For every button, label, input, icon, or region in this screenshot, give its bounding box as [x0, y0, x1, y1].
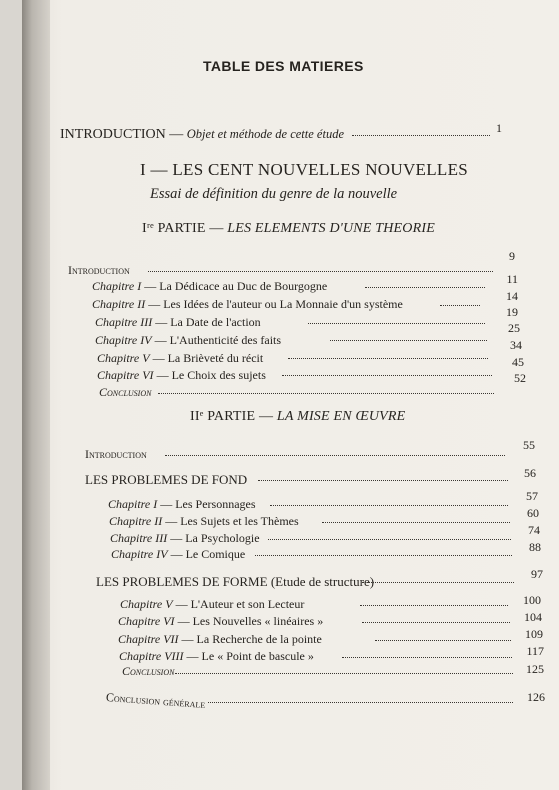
chapter-number: Chapitre VIII — [119, 649, 184, 663]
chapter-number: Chapitre VI — [97, 368, 154, 382]
dot-leader — [158, 393, 494, 394]
dot-leader — [365, 287, 485, 288]
p1-chapter-2 — [92, 297, 403, 312]
part2-forme — [96, 574, 374, 590]
page-title: TABLE DES MATIERES — [203, 58, 364, 74]
chapter-title: — Les Personnages — [157, 497, 256, 511]
p2-fond-chapter-1 — [108, 497, 256, 512]
introduction-subtitle: Objet et méthode de cette étude — [186, 127, 344, 141]
p2-forme-chapter-2-page: 104 — [524, 610, 542, 624]
introduction-sep: — — [165, 127, 187, 142]
dot-leader — [255, 555, 512, 556]
part1-heading-title: LES ELEMENTS D'UNE THEORIE — [227, 221, 435, 236]
dot-leader — [362, 582, 514, 583]
chapter-number: Chapitre IV — [111, 547, 168, 561]
part2-fond-label: LES PROBLEMES DE FOND — [85, 472, 248, 487]
p2-conclusion-page: 125 — [526, 662, 544, 676]
p1-chapter-2-page: 14 — [506, 289, 518, 303]
p2-forme-chapter-2 — [118, 614, 323, 629]
part2-fond-page: 56 — [524, 466, 536, 480]
part1-intro-page: 9 — [509, 249, 515, 263]
p1-conclusion-page: 52 — [514, 371, 526, 385]
p2-fond-chapter-1-page: 57 — [526, 489, 538, 503]
part2-heading — [190, 409, 405, 425]
chapter-title: — Le Comique — [167, 547, 246, 561]
chapter-title: — La Date de l'action — [152, 315, 261, 329]
p1-chapter-4 — [95, 333, 281, 348]
dot-leader — [258, 480, 508, 481]
chapter-number: Chapitre V — [120, 597, 173, 611]
chapter-title: — L'Authenticité des faits — [151, 333, 282, 347]
chapter-number: Chapitre III — [95, 315, 153, 329]
part2-heading-prefix: IIᵉ PARTIE — — [190, 409, 277, 424]
p1-chapter-4-page: 25 — [508, 321, 520, 335]
p2-forme-chapter-3-page: 109 — [525, 627, 543, 641]
chapter-title: — Les Sujets et les Thèmes — [162, 514, 299, 528]
book-spine-shadow — [22, 0, 50, 790]
chapter-title: — La Dédicace au Duc de Bourgogne — [141, 279, 328, 293]
chapter-number: Chapitre II — [92, 297, 146, 311]
part2-intro-label: Introduction — [85, 447, 147, 461]
dot-leader — [375, 640, 511, 641]
conclusion-generale-page: 126 — [527, 690, 545, 704]
dot-leader — [440, 305, 480, 306]
p2-forme-chapter-1-page: 100 — [523, 593, 541, 607]
p2-conclusion-label: Conclusion — [122, 664, 175, 678]
p1-chapter-1-page: 11 — [506, 272, 518, 286]
p2-fond-chapter-4-page: 88 — [529, 540, 541, 554]
p2-forme-chapter-3 — [118, 632, 322, 647]
dot-leader — [330, 340, 487, 341]
chapter-title: — La Brièveté du récit — [149, 351, 264, 365]
part2-forme-page: 97 — [531, 567, 543, 581]
dot-leader — [268, 539, 511, 540]
dot-leader — [165, 455, 505, 456]
introduction-label: INTRODUCTION — [60, 127, 166, 142]
p1-chapter-6-page: 45 — [512, 355, 524, 369]
p2-forme-chapter-4-page: 117 — [526, 644, 544, 658]
chapter-title: — Les Nouvelles « linéaires » — [174, 614, 324, 628]
p1-chapter-3-page: 19 — [506, 305, 518, 319]
part2-forme-label: LES PROBLEMES DE FORME — [96, 574, 268, 589]
chapter-number: Chapitre III — [110, 531, 168, 545]
dot-leader — [342, 657, 512, 658]
part2-heading-title: LA MISE EN ŒUVRE — [276, 409, 406, 424]
p1-chapter-1 — [92, 279, 327, 294]
dot-leader — [288, 358, 488, 359]
p2-fond-chapter-4 — [111, 547, 245, 562]
p2-fond-chapter-2 — [109, 514, 299, 529]
part1-intro-label: Introduction — [68, 263, 130, 277]
p1-chapter-6 — [97, 368, 266, 383]
section-title: I — LES CENT NOUVELLES NOUVELLES — [140, 160, 469, 179]
p1-conclusion-label: Conclusion — [99, 385, 152, 399]
chapter-title: — Le Choix des sujets — [153, 368, 266, 382]
chapter-number: Chapitre V — [97, 351, 150, 365]
p1-chapter-3 — [95, 315, 261, 330]
introduction-page: 1 — [496, 121, 502, 135]
toc-introduction — [60, 127, 344, 143]
dot-leader — [322, 522, 510, 523]
p2-forme-chapter-4 — [119, 649, 314, 664]
p2-fond-chapter-2-page: 60 — [527, 506, 539, 520]
dot-leader — [308, 323, 485, 324]
chapter-number: Chapitre IV — [95, 333, 152, 347]
dot-leader — [175, 673, 513, 674]
conclusion-generale-label: Conclusion générale — [105, 690, 206, 711]
chapter-number: Chapitre VII — [118, 632, 179, 646]
dot-leader — [208, 702, 513, 703]
chapter-title: — L'Auteur et son Lecteur — [172, 597, 305, 611]
p1-chapter-5 — [97, 351, 263, 366]
part1-heading-prefix: Iʳᵉ PARTIE — — [142, 221, 228, 236]
p2-forme-chapter-1 — [120, 597, 304, 612]
p2-fond-chapter-3 — [110, 531, 260, 546]
chapter-number: Chapitre I — [108, 497, 158, 511]
chapter-number: Chapitre I — [92, 279, 142, 293]
p1-chapter-5-page: 34 — [510, 338, 522, 352]
dot-leader — [360, 605, 508, 606]
p2-fond-chapter-3-page: 74 — [528, 523, 540, 537]
chapter-title: — Les Idées de l'auteur ou La Monnaie d'un système — [145, 297, 403, 311]
chapter-number: Chapitre VI — [118, 614, 175, 628]
chapter-number: Chapitre II — [109, 514, 163, 528]
chapter-title: — La Recherche de la pointe — [178, 632, 322, 646]
section-subtitle: Essai de définition du genre de la nouvelle — [150, 186, 398, 202]
chapter-title: — La Psychologie — [167, 531, 260, 545]
dot-leader — [148, 271, 493, 272]
dot-leader — [362, 622, 510, 623]
part2-intro-page: 55 — [523, 438, 535, 452]
dot-leader — [352, 135, 490, 136]
dot-leader — [282, 375, 492, 376]
part2-forme-extra: (Etude de structure) — [267, 574, 375, 589]
dot-leader — [270, 505, 508, 506]
chapter-title: — Le « Point de bascule » — [183, 649, 314, 663]
part1-heading — [142, 221, 435, 237]
